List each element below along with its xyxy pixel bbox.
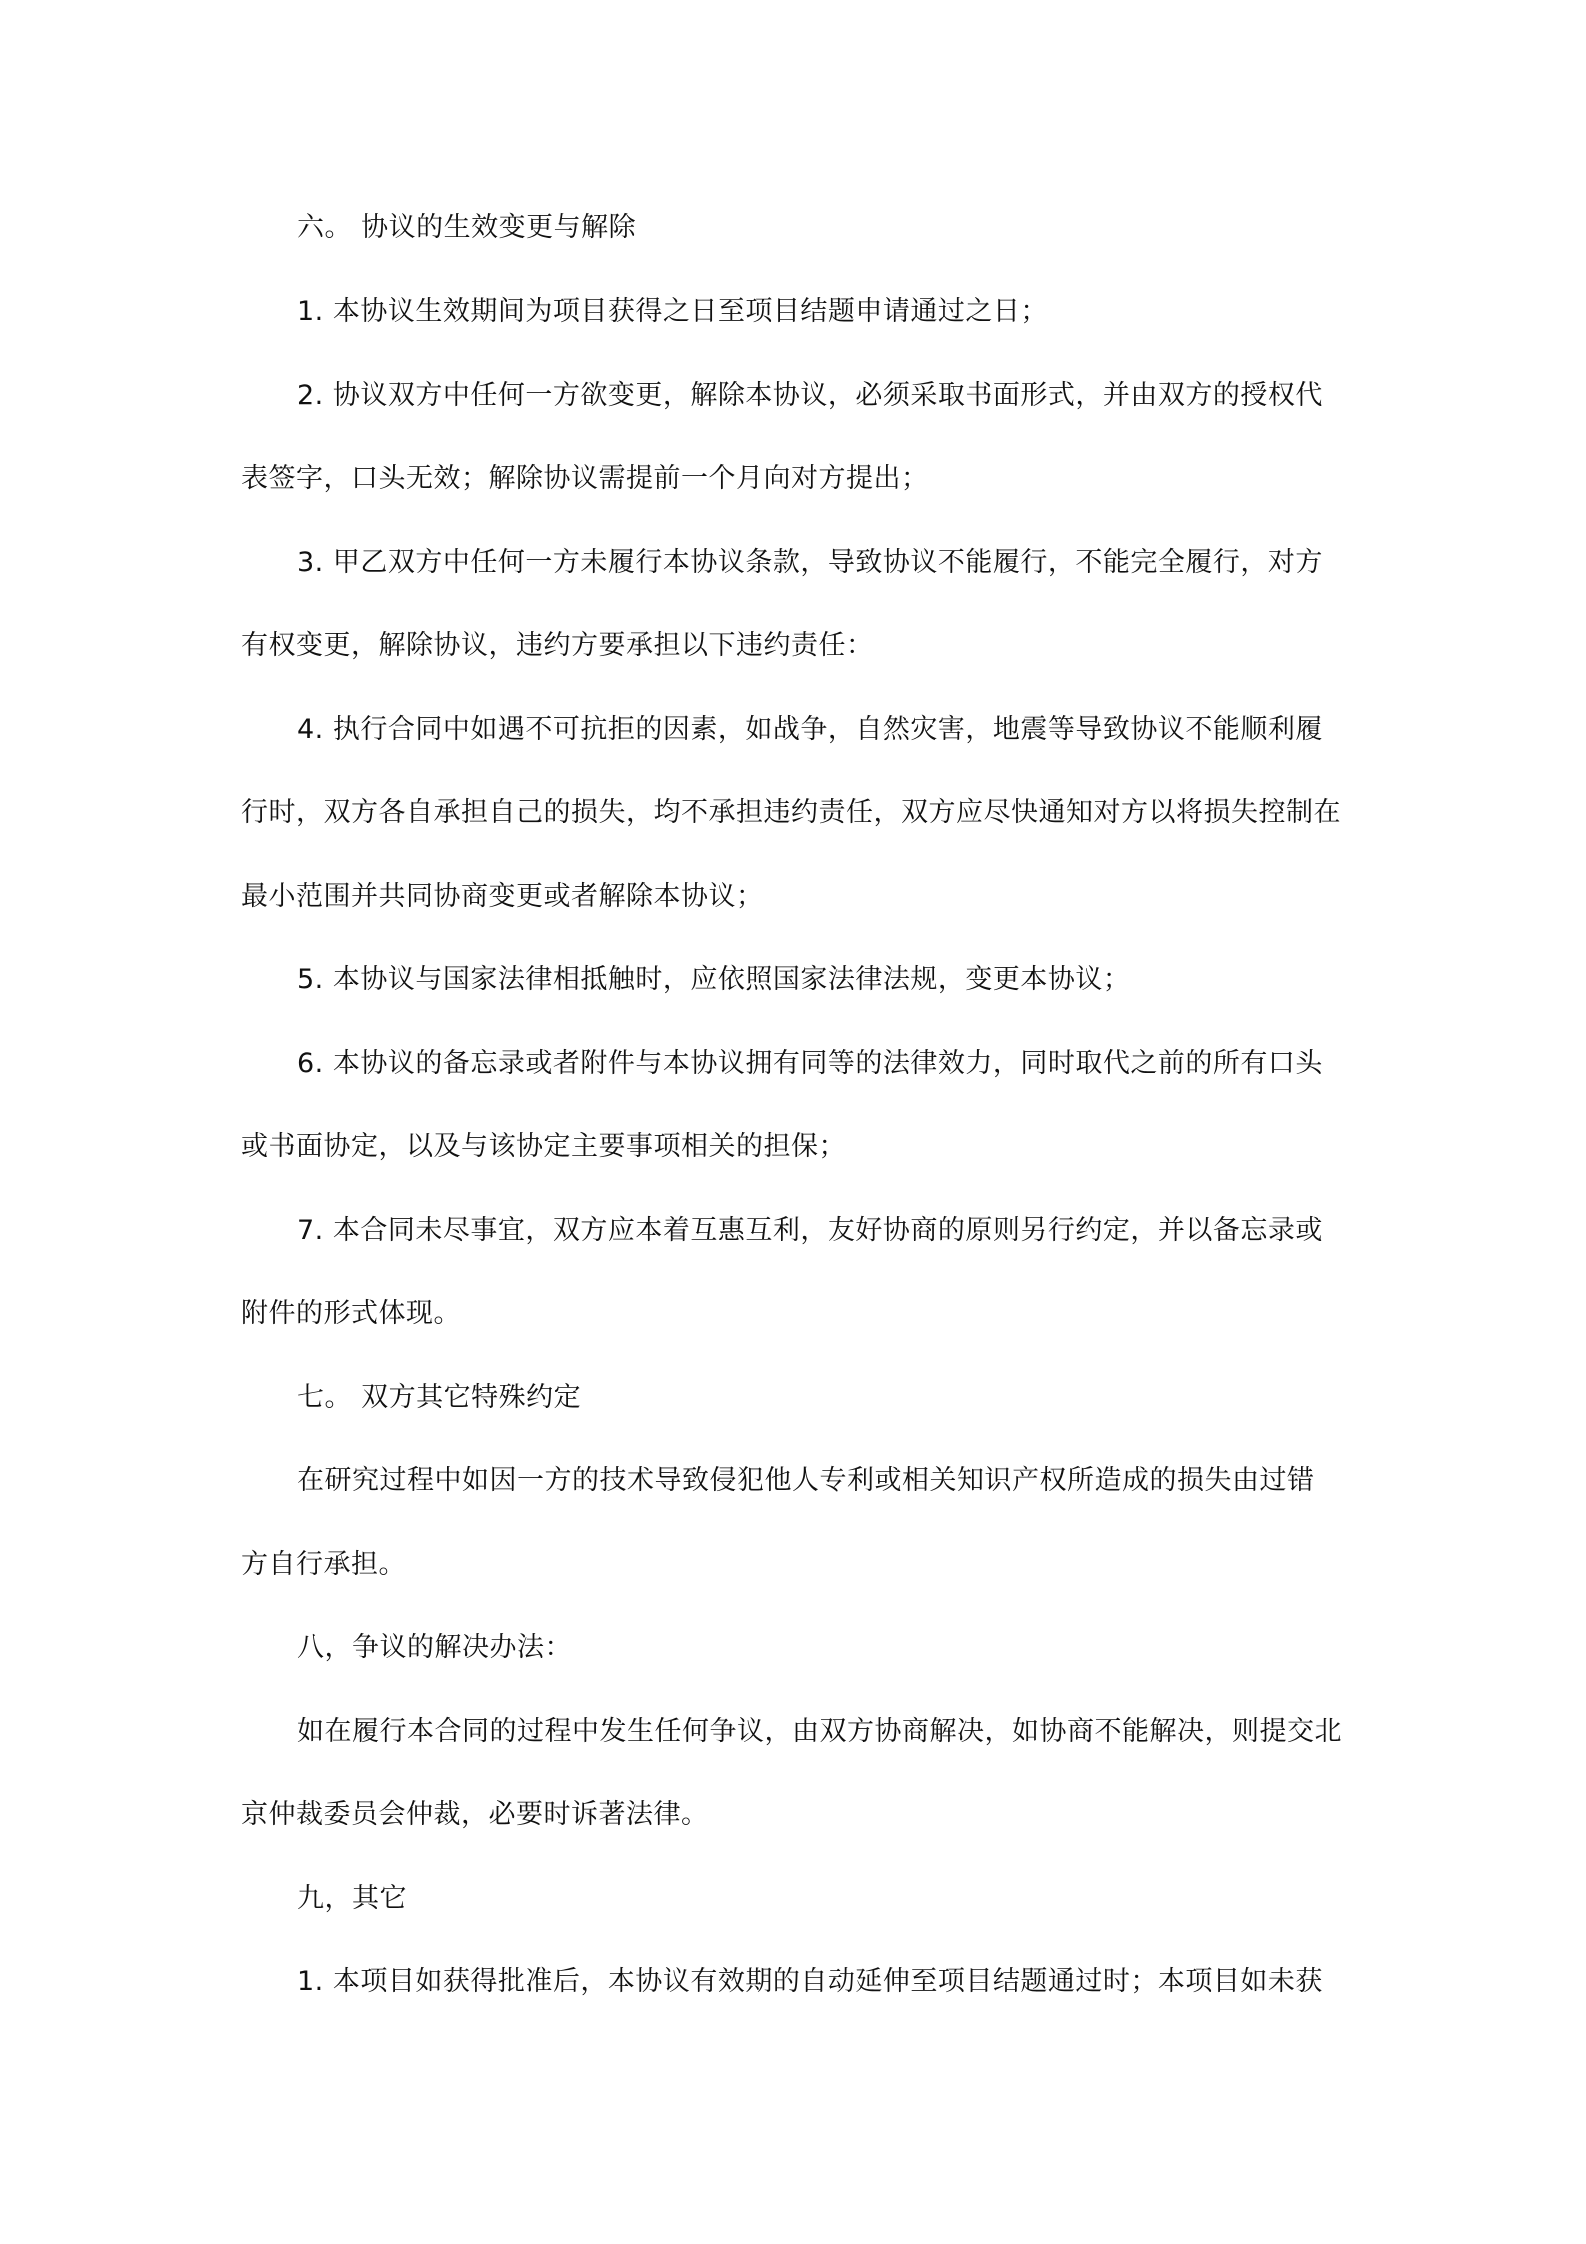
clause-6-7-line-1: 7. 本合同未尽事宜，双方应本着互惠互利，友好协商的原则另行约定，并以备忘录或 [297,1215,1323,1246]
clause-6-4-line-2: 行时，双方各自承担自己的损失，均不承担违约责任，双方应尽快通知对方以将损失控制在 [241,797,1341,828]
section-8-body-line-2: 京仲裁委员会仲裁，必要时诉著法律。 [241,1799,709,1830]
section-heading-9: 九，其它 [297,1883,407,1914]
clause-6-7-line-2: 附件的形式体现。 [241,1298,461,1329]
clause-6-1: 1. 本协议生效期间为项目获得之日至项目结题申请通过之日； [297,296,1048,327]
clause-6-6-line-2: 或书面协定，以及与该协定主要事项相关的担保； [241,1131,846,1162]
clause-6-4-line-3: 最小范围并共同协商变更或者解除本协议； [241,881,764,912]
section-heading-7: 七。 双方其它特殊约定 [297,1382,582,1413]
clause-6-5: 5. 本协议与国家法律相抵触时，应依照国家法律法规，变更本协议； [297,964,1131,995]
clause-6-4-line-1: 4. 执行合同中如遇不可抗拒的因素，如战争，自然灾害，地震等导致协议不能顺利履 [297,714,1323,745]
section-heading-6: 六。 协议的生效变更与解除 [297,212,637,243]
clause-6-2-line-1: 2. 协议双方中任何一方欲变更，解除本协议，必须采取书面形式，并由双方的授权代 [297,380,1323,411]
section-7-body-line-1: 在研究过程中如因一方的技术导致侵犯他人专利或相关知识产权所造成的损失由过错 [297,1465,1315,1496]
section-7-body-line-2: 方自行承担。 [241,1549,406,1580]
clause-6-3-line-2: 有权变更，解除协议，违约方要承担以下违约责任： [241,630,874,661]
section-heading-8: 八，争议的解决办法： [297,1632,572,1663]
clause-9-1-line-1: 1. 本项目如获得批准后，本协议有效期的自动延伸至项目结题通过时；本项目如未获 [297,1966,1323,1997]
clause-6-3-line-1: 3. 甲乙双方中任何一方未履行本协议条款，导致协议不能履行，不能完全履行，对方 [297,547,1323,578]
clause-6-6-line-1: 6. 本协议的备忘录或者附件与本协议拥有同等的法律效力，同时取代之前的所有口头 [297,1048,1323,1079]
clause-6-2-line-2: 表签字，口头无效；解除协议需提前一个月向对方提出； [241,463,929,494]
section-8-body-line-1: 如在履行本合同的过程中发生任何争议，由双方协商解决，如协商不能解决，则提交北 [297,1716,1342,1747]
